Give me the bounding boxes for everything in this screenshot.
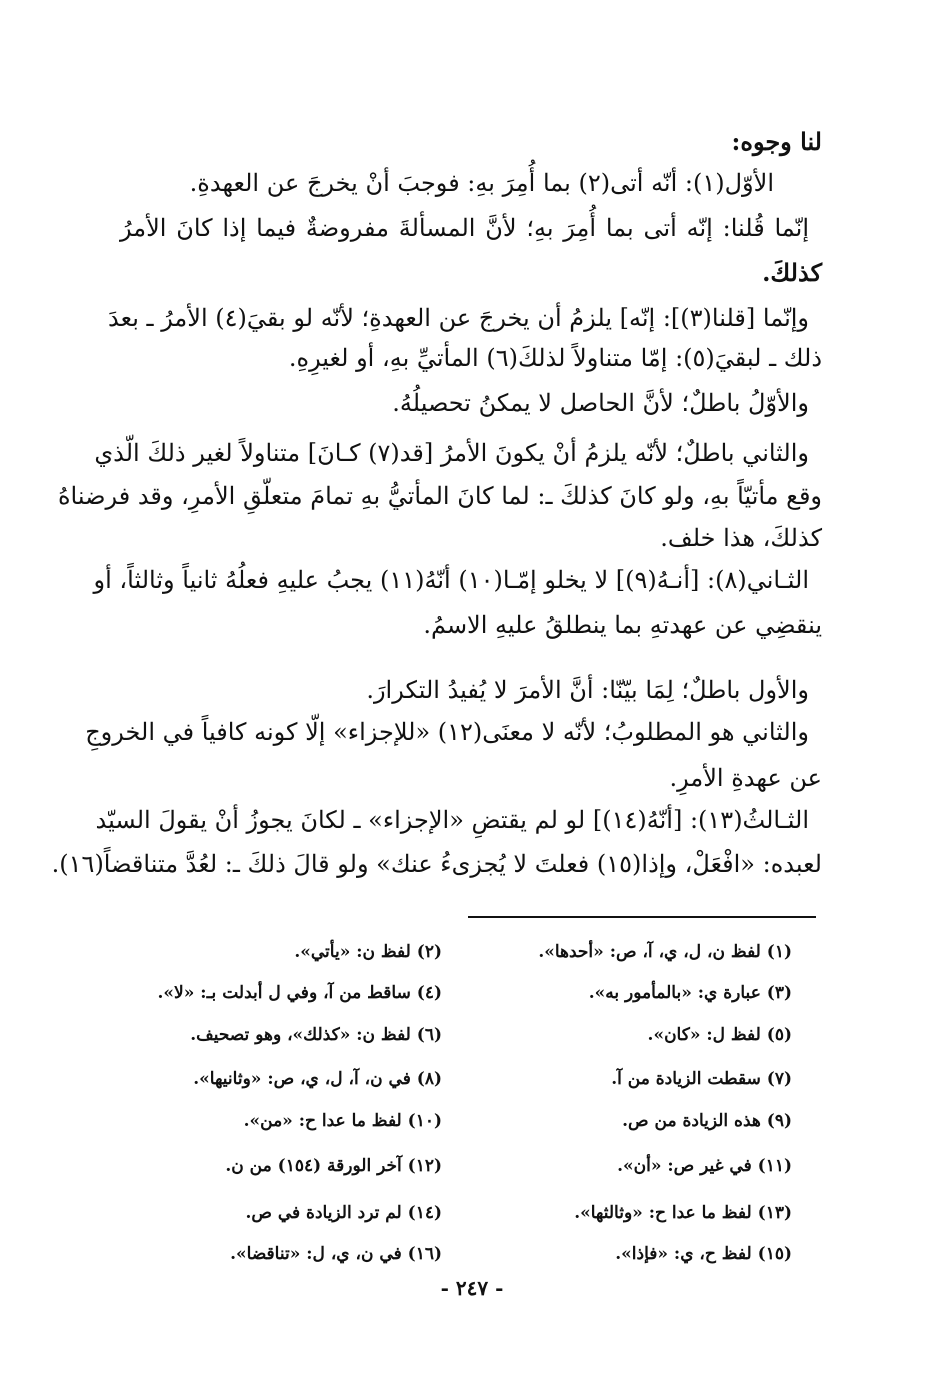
footnote: (٤) ساقط من آ، وفي ل أبدلت بـ: «لا». xyxy=(157,983,442,1003)
paragraph-line: والثاني هو المطلوبُ؛ لأنّه لا معنَى(١٢) «للإجزاء» إلّا كونه كافياً في الخروجِ xyxy=(85,718,809,746)
footnote: (١١) في غير ص: «أن». xyxy=(617,1156,792,1176)
footnote: (١٢) آخر الورقة (١٥٤) من ن. xyxy=(225,1156,442,1176)
section-heading: لنا وجوه: xyxy=(731,127,822,156)
footnote: (١٣) لفظ ما عدا ح: «وثالثها». xyxy=(574,1203,792,1223)
paragraph-line: لعبده: «افْعَلْ، وإذا(١٥) فعلتَ لا يُجزىءُ عنك» ولو قالَ ذلكَ ـ: لعُدَّ متناقضاً(١٦). xyxy=(51,850,822,878)
paragraph-line: الثـالثُ(١٣): [أنّهُ(١٤)] لو لم يقتضِ «الإجزاء» ـ لكانَ يجوزُ أنْ يقولَ السيّد xyxy=(95,806,809,834)
paragraph-line: وإنّما [قلنا(٣)]: إنّه] يلزمُ أن يخرجَ عن العهدةِ؛ لأنّه لو بقيَ(٤) الأمرُ ـ بعدَ xyxy=(108,304,809,332)
footnote: (١٥) لفظ ح، ي: «فإذا». xyxy=(615,1244,792,1264)
paragraph-line: كذلكَ، هذا خلف. xyxy=(660,524,822,552)
paragraph-line: والأول باطلٌ؛ لِمَا بيّنّا: أنَّ الأمرَ لا يُفيدُ التكرارَ. xyxy=(366,676,809,704)
footnote: (٢) لفظ ن: «يأتي». xyxy=(294,942,442,962)
footnote-separator xyxy=(468,916,816,918)
paragraph-line: كذلكَ. xyxy=(762,258,822,287)
paragraph-line: الثـاني(٨): [أنـهُ(٩)] لا يخلو إمّـا(١٠) أنّهُ(١١) يجبُ عليهِ فعلُهُ ثانياً وثالثاً، أو xyxy=(93,566,809,594)
footnote: (١٦) في ن، ي، ل: «تناقضا». xyxy=(230,1244,442,1264)
paragraph-line: وقع مأتيّاً بهِ، ولو كانَ كذلكَ ـ: لما كانَ المأتيُّ بهِ تمامَ متعلّقِ الأمرِ، وقد فرضناهُ xyxy=(57,482,822,510)
paragraph-line: ينقضِي عن عهدتهِ بما ينطلقُ عليهِ الاسمُ. xyxy=(423,611,822,639)
paragraph-line: ذلك ـ لبقيَ(٥): إمّا متناولاً لذلكَ(٦) المأتيِّ بهِ، أو لغيرِهِ. xyxy=(288,344,822,372)
footnote: (٨) في ن، آ، ل، ي، ص: «وثانيها». xyxy=(193,1069,442,1089)
paragraph-line: إنّما قُلنا: إنّه أتى بما أُمِرَ بهِ؛ لأنَّ المسألةَ مفروضةٌ فيما إذا كانَ الأمرُ xyxy=(120,214,809,242)
paragraph-line: والأوّلُ باطلٌ؛ لأنَّ الحاصل لا يمكنُ تحصيلُهُ. xyxy=(392,389,809,417)
footnote: (٩) هذه الزيادة من ص. xyxy=(622,1111,792,1131)
footnote: (٥) لفظ ل: «كان». xyxy=(647,1025,792,1045)
footnote: (١٠) لفظ ما عدا ح: «من». xyxy=(243,1111,442,1131)
page-number: - ٢٤٧ - xyxy=(440,1276,504,1300)
paragraph-line: والثاني باطلٌ؛ لأنّه يلزمُ أنْ يكونَ الأمرُ [قد(٧) كـانَ] متناولاً لغير ذلكَ الّذي xyxy=(94,439,809,467)
footnote: (٣) عبارة ي: «بالمأمور به». xyxy=(588,983,792,1003)
paragraph-line: الأوّل(١): أنّه أتى(٢) بما أُمِرَ بهِ: فوجبَ أنْ يخرجَ عن العهدةِ. xyxy=(189,169,774,197)
footnote: (٦) لفظ ن: «كذلك»، وهو تصحيف. xyxy=(190,1025,442,1045)
footnote: (١) لفظ ن، ل، ي، آ، ص: «أحدها». xyxy=(538,942,792,962)
paragraph-line: عن عهدةِ الأمرِ. xyxy=(669,764,822,792)
footnote: (١٤) لم ترد الزيادة في ص. xyxy=(245,1203,442,1223)
footnote: (٧) سقطت الزيادة من آ. xyxy=(611,1069,792,1089)
